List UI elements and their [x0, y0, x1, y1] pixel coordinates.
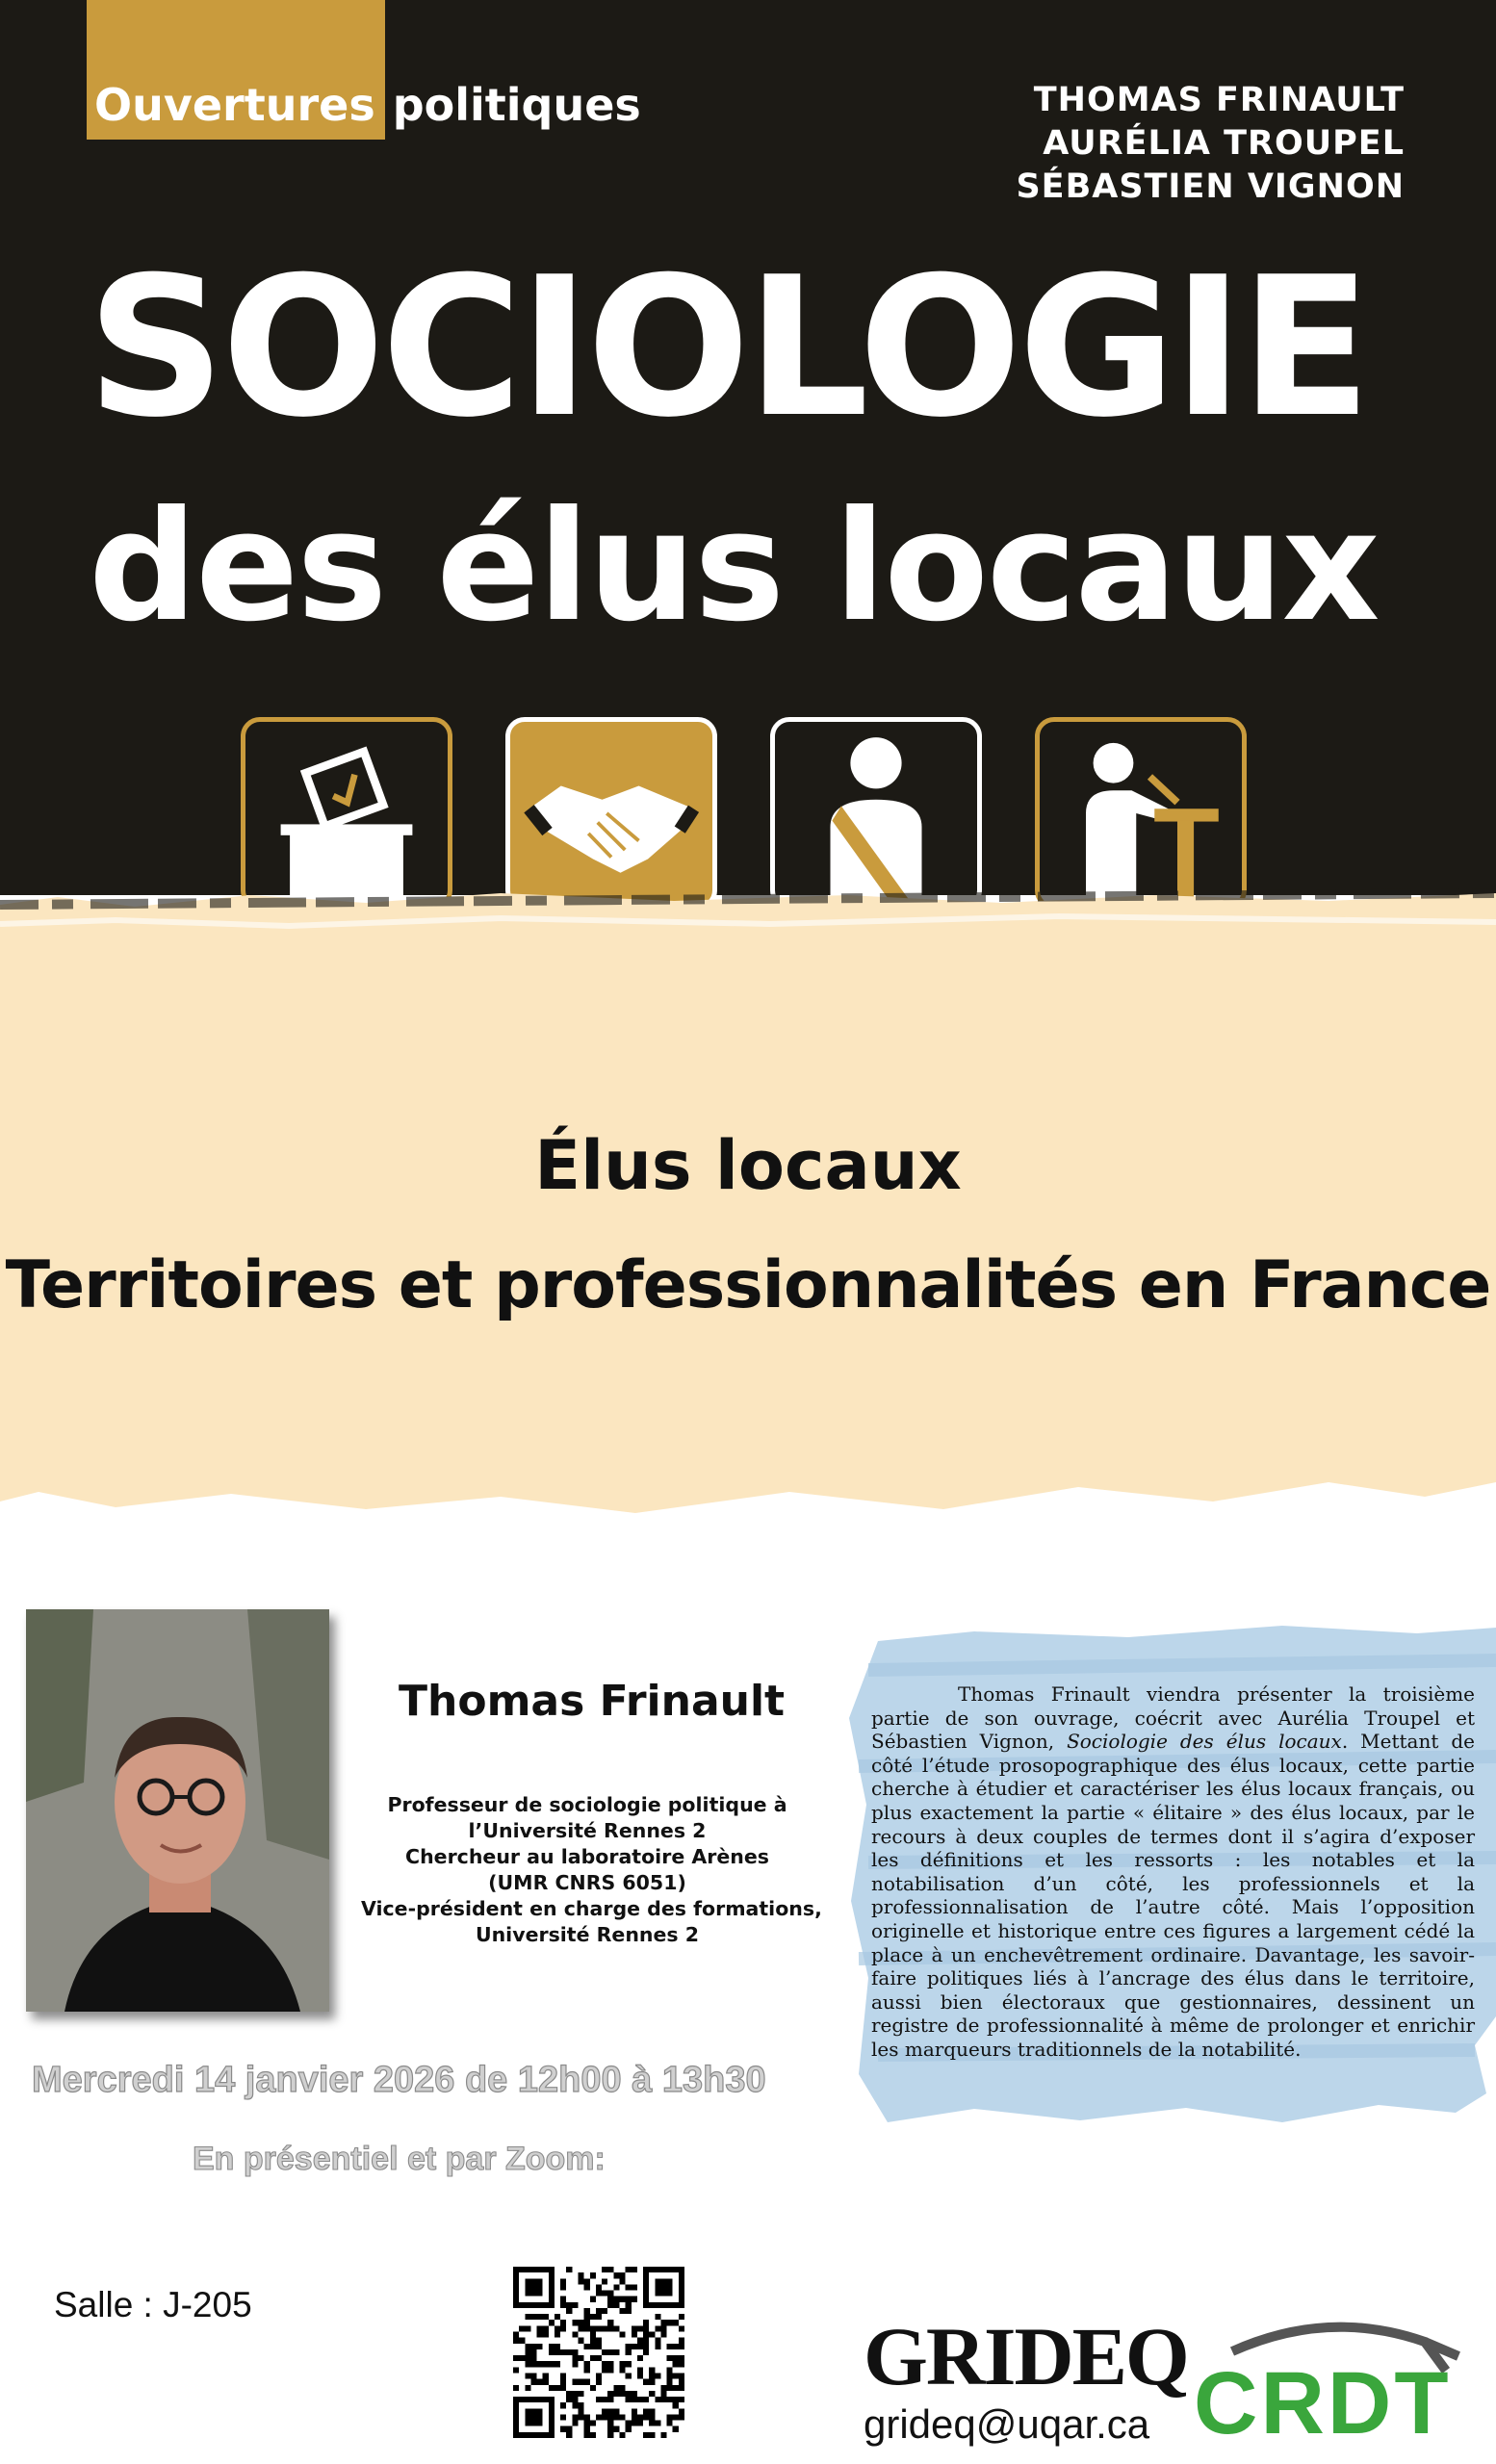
event-room: Salle : J-205 [54, 2285, 252, 2324]
zoom-qr-code[interactable] [513, 2267, 684, 2438]
speaker-role-line: l’Université Rennes 2 [468, 1819, 707, 1842]
event-date: Mercredi 14 janvier 2026 de 12h00 à 13h30 [32, 2060, 766, 2100]
series-label [94, 79, 641, 131]
abstract-part-1: Thomas Frinault viendra présenter la troisième partie de son ouvrage, coécrit avec Aurélia Troupel et Sébastien Vignon, [871, 1682, 1475, 1754]
abstract-text [871, 1682, 1475, 2062]
talk-subtitle: Territoires et professionnalités en France [5, 1247, 1491, 1323]
book-title-line-1: SOCIOLOGIE [87, 236, 1368, 460]
speaker-roles [361, 1792, 822, 1948]
crdt-logo-text: CRDT [1194, 2354, 1452, 2452]
speaker-role-line: Vice-président en charge des formations, [361, 1897, 822, 1920]
book-authors [1016, 79, 1405, 209]
cover-banner [0, 0, 1496, 895]
abstract-part-2: . Mettant de côté l’étude prosopographique des élus locaux, cette partie cherche à étudier et caractériser les élus locaux français, ou plus exactement la partie « élitaire » des élus locaux, par le recours à deux couples de termes dont il s’agira d’exposer les définitions et les ressorts : les notables et la notabilisation d’un côté, les professionnels et la professionnalisation de l’autre côté. Mais l’opposition originelle et historique entre ces figures a largement cédé la place à un enchevêtrement ordinaire. Davantage, les savoir-faire politiques liés à l’ancrage des élus dans le territoire, aussi bien électoraux que gestionnaires, dessinent un registre de professionnalité à même de prolonger et enrichir les marqueurs traditionnels de la notabilité. [871, 1730, 1475, 2061]
abstract-book-title: Sociologie des élus locaux [1067, 1730, 1342, 1754]
speaker-photo [26, 1609, 329, 2012]
talk-title: Élus locaux [534, 1126, 962, 1205]
series-word-2: politiques [392, 79, 641, 131]
speaker-role-line: (UMR CNRS 6051) [488, 1871, 686, 1894]
crdt-logo [1194, 2313, 1463, 2457]
grideq-email[interactable]: grideq@uqar.ca [864, 2401, 1150, 2447]
event-mode: En présentiel et par Zoom: [193, 2141, 606, 2177]
author-2: AURÉLIA TROUPEL [1043, 124, 1405, 163]
grideq-logo: GRIDEQ [864, 2310, 1188, 2402]
author-1: THOMAS FRINAULT [1033, 81, 1405, 119]
speaker-role-line: Professeur de sociologie politique à [387, 1793, 787, 1816]
speaker-role-line: Université Rennes 2 [475, 1923, 700, 1946]
author-3: SÉBASTIEN VIGNON [1016, 167, 1405, 206]
book-title-line-2: des élus locaux [89, 478, 1379, 655]
speaker-name: Thomas Frinault [399, 1677, 786, 1726]
series-word-1: Ouvertures [94, 79, 375, 131]
speaker-role-line: Chercheur au laboratoire Arènes [405, 1845, 769, 1868]
